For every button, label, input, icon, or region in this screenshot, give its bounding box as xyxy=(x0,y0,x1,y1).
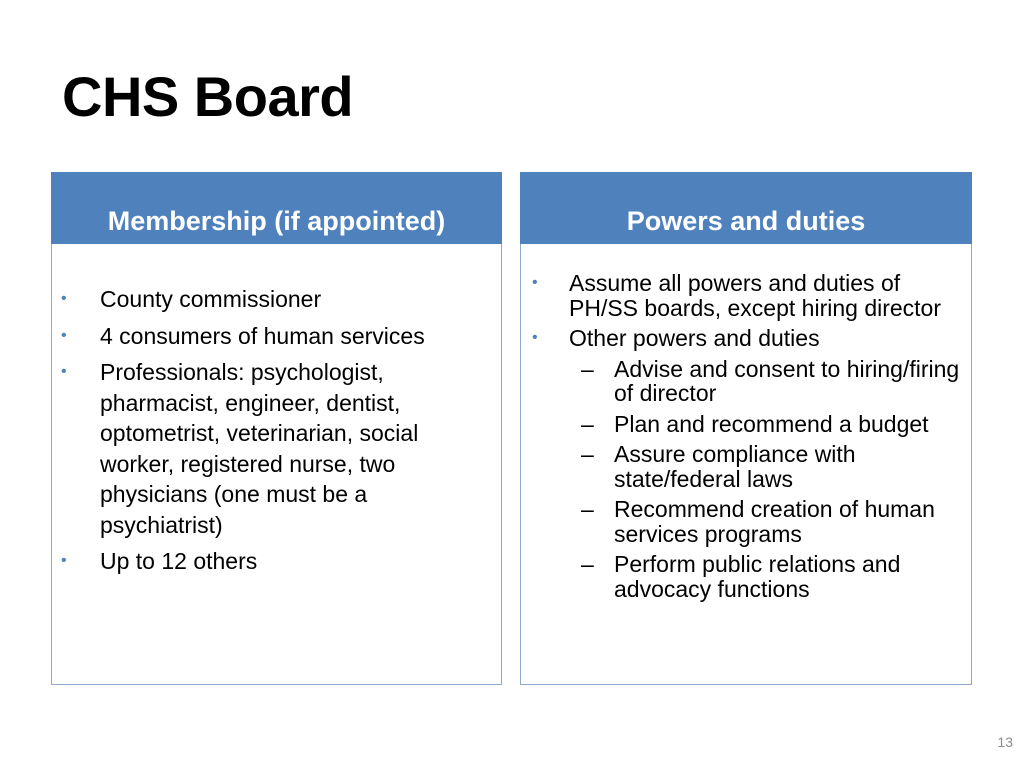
list-item xyxy=(52,284,501,315)
sub-list-item-text: Recommend creation of human services programs xyxy=(614,496,935,547)
bullet-icon: • xyxy=(61,326,67,344)
membership-panel xyxy=(51,172,502,685)
list-item-text: Up to 12 others xyxy=(100,548,258,574)
slide-title: CHS Board xyxy=(62,65,354,128)
list-item-text: Professionals: psychologist, pharmacist, engineer, dentist, optometrist, veterinarian, social worker, registered nurse, two physicians (one must be a psychiatrist) xyxy=(100,359,419,538)
dash-icon: – xyxy=(581,496,594,522)
sub-list-item xyxy=(569,497,961,546)
list-item xyxy=(52,357,501,540)
bullet-icon: • xyxy=(532,274,538,291)
bullet-icon: • xyxy=(61,290,67,307)
list-item xyxy=(52,321,501,352)
sub-list-item xyxy=(569,552,961,601)
list-item-text: Other powers and duties xyxy=(569,325,820,351)
dash-icon: – xyxy=(581,441,594,467)
sub-list-item xyxy=(569,442,961,491)
bullet-icon: • xyxy=(61,363,67,380)
sub-list-item xyxy=(569,357,961,406)
sub-list-item-text: Plan and recommend a budget xyxy=(614,410,929,437)
page-number: 13 xyxy=(997,734,1013,750)
list-item xyxy=(521,271,971,320)
membership-heading: Membership (if appointed) xyxy=(51,172,502,244)
powers-heading: Powers and duties xyxy=(520,172,972,244)
bullet-icon: • xyxy=(61,552,67,569)
dash-icon: – xyxy=(581,410,594,437)
dash-icon: – xyxy=(581,551,594,577)
sub-list-item-text: Perform public relations and advocacy functions xyxy=(614,551,901,602)
sub-list-item-text: Advise and consent to hiring/firing of director xyxy=(614,355,960,406)
bullet-icon: • xyxy=(532,329,538,346)
sub-list-item-text: Assure compliance with state/federal laws xyxy=(614,441,856,492)
list-item xyxy=(521,326,971,601)
list-item xyxy=(52,546,501,577)
list-item-text: County commissioner xyxy=(100,286,322,312)
powers-sublist xyxy=(569,357,961,602)
list-item-text: Assume all powers and duties of PH/SS boards, except hiring director xyxy=(569,270,942,321)
dash-icon: – xyxy=(581,355,594,382)
sub-list-item xyxy=(569,412,961,437)
powers-panel xyxy=(520,172,972,685)
membership-list xyxy=(52,244,501,577)
powers-list xyxy=(521,244,971,601)
list-item-text: 4 consumers of human services xyxy=(100,322,425,349)
